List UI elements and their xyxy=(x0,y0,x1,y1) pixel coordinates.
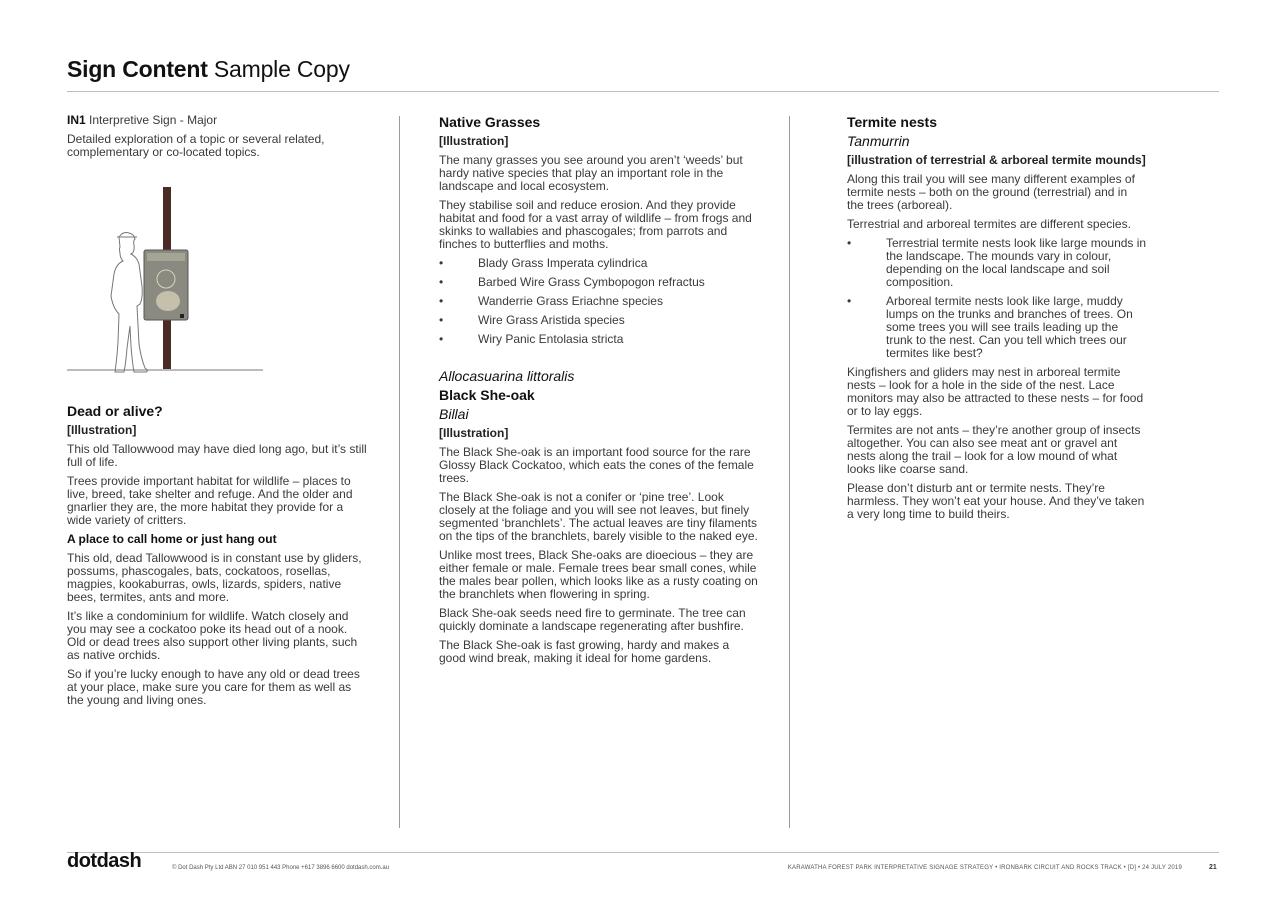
column-divider-2 xyxy=(789,116,790,828)
paragraph: Trees provide important habitat for wildlife – places to live, breed, take shelter and refuge. And the older and gnarlier they are, the more habitat they provide for a wide variety of critters. xyxy=(67,474,353,527)
list-item: • Wire Grass Aristida species xyxy=(439,314,759,327)
page-title-rest: Sample Copy xyxy=(207,56,350,82)
sign-diagram xyxy=(67,179,267,379)
paragraph: The many grasses you see around you aren’t ‘weeds’ but hardy native species that play an important role in the landscape and local ecosystem. xyxy=(439,153,743,193)
sign-code: IN1 xyxy=(67,113,86,127)
paragraph: Termites are not ants – they’re another group of insects altogether. You can also see meat ant or gravel ant nests along the trail – look for a low mound of what looks like coarse sand. xyxy=(847,423,1141,476)
list-item: • Barbed Wire Grass Cymbopogon refractus xyxy=(439,276,759,289)
header-rule xyxy=(67,91,1219,92)
paragraph: Along this trail you will see many different examples of termite nests – both on the ground (terrestrial) and in the trees (arboreal). xyxy=(847,172,1135,212)
termite-list xyxy=(847,237,1147,360)
page-title xyxy=(67,56,350,83)
footer-rule xyxy=(67,852,1219,853)
subheading-home: A place to call home or just hang out xyxy=(67,532,277,546)
footer-company: © Dot Dash Pty Ltd ABN 27 010 951 443 Phone +617 3896 6600 dotdash.com.au xyxy=(172,865,390,871)
local-name: Billai xyxy=(439,406,469,422)
list-item: • Blady Grass Imperata cylindrica xyxy=(439,257,759,270)
paragraph: Black She-oak seeds need fire to germinate. The tree can quickly dominate a landscape regenerating after bushfire. xyxy=(439,606,746,633)
list-item: • Terrestrial termite nests look like large mounds in the landscape. The mounds vary in colour, depending on the local landscape and soil composition. xyxy=(847,237,1147,289)
local-name: Tanmurrin xyxy=(847,133,910,149)
paragraph: This old, dead Tallowwood is in constant use by gliders, possums, phascogales, bats, cockatoos, rosellas, magpies, kookaburras, owls, lizards, spiders, native bees, termites, ants and more. xyxy=(67,551,362,604)
column-termite-nests xyxy=(847,114,1147,527)
paragraph: This old Tallowwood may have died long ago, but it’s still full of life. xyxy=(67,442,367,469)
column-divider-1 xyxy=(399,116,400,828)
page-title-bold: Sign Content xyxy=(67,56,208,82)
list-item: • Arboreal termite nests look like large, muddy lumps on the trunks and branches of trees. On some trees you will see trails leading up the trunk to the nest. Can you tell which trees our termites like best? xyxy=(847,295,1147,360)
paragraph: The Black She-oak is fast growing, hardy and makes a good wind break, making it ideal for home gardens. xyxy=(439,638,730,665)
footer-project: KARAWATHA FOREST PARK INTERPRETATIVE SIGNAGE STRATEGY • IRONBARK CIRCUIT AND ROCKS TRACK • [D] • 24 JULY 2019 xyxy=(787,865,1182,871)
person-with-sign-icon xyxy=(67,179,267,379)
paragraph: Please don’t disturb ant or termite nests. They’re harmless. They won’t eat your house. And they’ve taken a very long time to build theirs. xyxy=(847,481,1145,521)
list-item: • Wiry Panic Entolasia stricta xyxy=(439,333,759,346)
illustration-placeholder: [Illustration] xyxy=(67,423,137,437)
page-number: 21 xyxy=(1209,864,1217,871)
paragraph: Unlike most trees, Black She-oaks are dioecious – they are either female or male. Female trees bear small cones, while the males bear pollen, which looks like as a rusty coating on the branchlets when flowering in spring. xyxy=(439,548,758,601)
sign-type xyxy=(67,114,367,127)
paragraph: The Black She-oak is not a conifer or ‘pine tree’. Look closely at the foliage and you will see not leaves, but finely segmented ‘branchlets’. The actual leaves are tiny filaments on the tips of the branchlets, barely visible to the naked eye. xyxy=(439,490,758,543)
paragraph: So if you’re lucky enough to have any old or dead trees at your place, make sure you care for them as well as the young and living ones. xyxy=(67,667,360,707)
paragraph: The Black She-oak is an important food source for the rare Glossy Black Cockatoo, which eats the cones of the female trees. xyxy=(439,445,754,485)
heading-native-grasses: Native Grasses xyxy=(439,114,541,130)
sign-description: Detailed exploration of a topic or several related, complementary or co-located topics. xyxy=(67,132,325,159)
dotdash-logo: dotdash xyxy=(67,850,142,872)
illustration-placeholder: [Illustration] xyxy=(439,134,509,148)
paragraph: Terrestrial and arboreal termites are different species. xyxy=(847,217,1131,231)
sign-type-label: Interpretive Sign - Major xyxy=(85,113,218,127)
paragraph: They stabilise soil and reduce erosion. And they provide habitat and food for a vast array of wildlife – from frogs and skinks to wallabies and phascogales; from parrots and finches to butterflies and moths. xyxy=(439,198,752,251)
illustration-placeholder: [Illustration] xyxy=(439,426,509,440)
paragraph: Kingfishers and gliders may nest in arboreal termite nests – look for a hole in the side of the nest. Lace monitors may also be attracted to these nests – for food or to lay eggs. xyxy=(847,365,1144,418)
heading-dead-or-alive: Dead or alive? xyxy=(67,403,163,419)
paragraph: It’s like a condominium for wildlife. Watch closely and you may see a cockatoo poke its head out of a nook. Old or dead trees also support other living plants, such as native orchids. xyxy=(67,609,358,662)
illustration-placeholder: [illustration of terrestrial & arboreal termite mounds] xyxy=(847,153,1146,167)
grass-list xyxy=(439,257,759,346)
heading-termite-nests: Termite nests xyxy=(847,114,937,130)
heading-black-she-oak: Black She-oak xyxy=(439,387,535,403)
column-dead-or-alive xyxy=(67,114,367,713)
column-native-grasses xyxy=(439,114,759,671)
list-item: • Wanderrie Grass Eriachne species xyxy=(439,295,759,308)
scientific-name: Allocasuarina littoralis xyxy=(439,368,575,384)
